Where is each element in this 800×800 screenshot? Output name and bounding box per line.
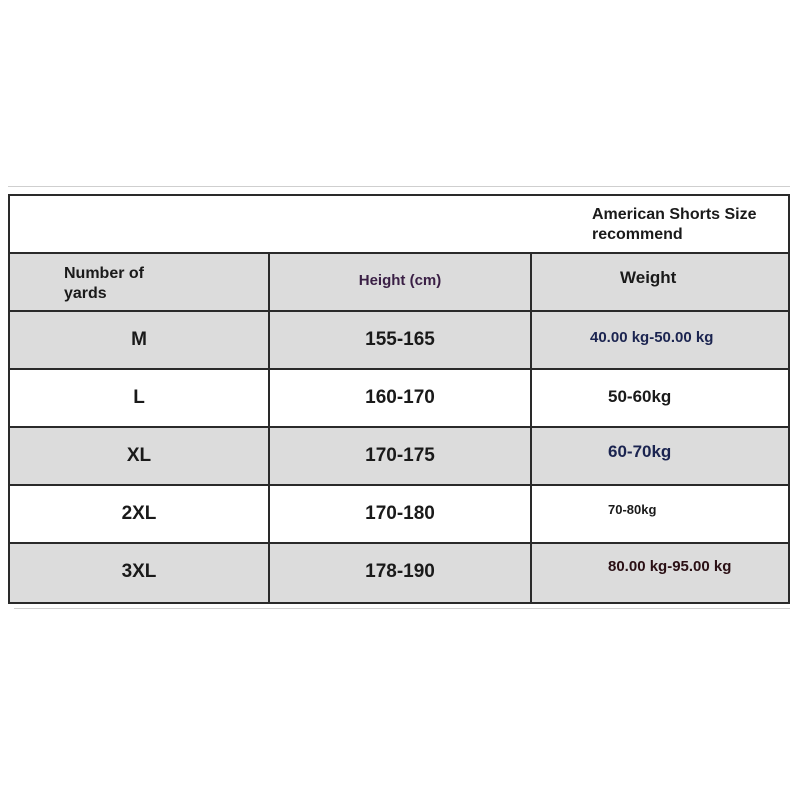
table-row (10, 428, 788, 486)
height-value: 160-170 (365, 387, 435, 408)
weight-cell (532, 370, 790, 426)
height-cell (270, 312, 532, 368)
size-cell (10, 486, 270, 542)
size-cell (10, 370, 270, 426)
weight-value: 70-80kg (608, 502, 657, 517)
table-row (10, 544, 788, 602)
weight-value: 60-70kg (608, 442, 672, 461)
table-row (10, 486, 788, 544)
height-value: 178-190 (365, 561, 435, 582)
weight-value: 40.00 kg-50.00 kg (590, 329, 714, 346)
size-cell (10, 428, 270, 484)
weight-cell (532, 312, 790, 368)
table-row (10, 370, 788, 428)
header-height-label: Height (cm) (358, 272, 442, 289)
size-value: 3XL (121, 561, 157, 582)
weight-cell (532, 486, 790, 542)
title-row (10, 196, 788, 254)
header-cell-size (10, 254, 270, 310)
weight-cell (532, 544, 790, 602)
scan-line (8, 186, 790, 187)
weight-value: 80.00 kg-95.00 kg (608, 558, 732, 575)
size-cell (10, 544, 270, 602)
size-cell (10, 312, 270, 368)
header-size-label: Number of yards (64, 265, 144, 302)
height-cell (270, 370, 532, 426)
size-value: L (133, 387, 145, 408)
header-cell-height (270, 254, 532, 310)
height-value: 155-165 (365, 329, 435, 350)
table-title: American Shorts Size recommend (592, 206, 757, 243)
height-cell (270, 428, 532, 484)
size-value: M (131, 329, 147, 350)
scan-line (14, 608, 790, 609)
header-cell-weight (532, 254, 790, 310)
size-value: 2XL (121, 503, 157, 524)
height-cell (270, 486, 532, 542)
weight-cell (532, 428, 790, 484)
size-chart-table (8, 194, 790, 604)
header-row (10, 254, 788, 312)
table-row (10, 312, 788, 370)
size-value: XL (126, 445, 152, 466)
weight-value: 50-60kg (608, 387, 672, 406)
height-value: 170-175 (365, 445, 435, 466)
header-weight-label: Weight (620, 268, 677, 287)
height-cell (270, 544, 532, 602)
height-value: 170-180 (365, 503, 435, 524)
